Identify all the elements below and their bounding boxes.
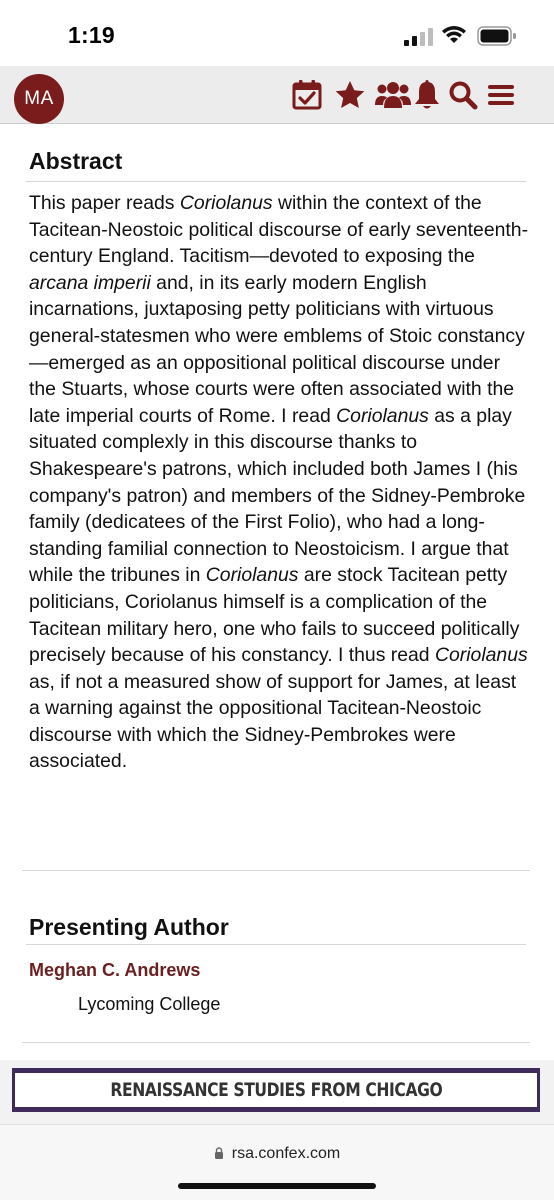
- abstract-heading: Abstract: [29, 148, 123, 174]
- abstract-text-segment: This paper reads: [29, 192, 180, 214]
- abstract-italic-text: Coriolanus: [434, 644, 528, 667]
- wifi-icon: [441, 25, 467, 45]
- abstract-text-segment: as a play situated complexly in this discourse thanks to Shakespeare's patrons, which included both James I (his company's patron) and members of the Sidney-Pembroke family (dedicatees of the First Folio), who had a long-standing familial connection to Neostoicism. I argue that while the tribunes in: [29, 404, 526, 587]
- abstract-italic-text: Coriolanus: [205, 564, 299, 587]
- abstract-italic-text: arcana imperii: [29, 271, 151, 294]
- divider: [22, 1042, 530, 1043]
- banner-text: RENAISSANCE STUDIES FROM CHICAGO: [110, 1079, 442, 1101]
- abstract-italic-text: Coriolanus: [336, 404, 429, 427]
- divider: [26, 944, 526, 945]
- calendar-check-icon[interactable]: [290, 78, 324, 112]
- abstract-text-segment: as, if not a measured show of support for James, at least a warning against the oppositional Tacitean-Neostoic discourse with which the Sidney-Pembrokes were associated.: [29, 670, 517, 773]
- search-icon[interactable]: [446, 78, 480, 112]
- battery-icon: [477, 26, 517, 46]
- status-time: 1:19: [68, 22, 115, 48]
- app-header: [0, 66, 554, 124]
- author-name-link[interactable]: Meghan C. Andrews: [29, 960, 201, 980]
- abstract-text-segment: are stock Tacitean petty politicians, Coriolanus himself is a complication of the Tacitean military hero, one who fails to succeed politically precisely because of his constancy. I thus read: [29, 564, 520, 667]
- divider: [22, 870, 530, 871]
- status-bar: [0, 0, 554, 66]
- users-icon[interactable]: [373, 78, 413, 112]
- menu-icon[interactable]: [484, 78, 518, 112]
- abstract-text-segment: and, in its early modern English incarnations, juxtaposing petty politicians with virtuous general-statesmen who were emblems of Stoic constancy—emerged as an oppositional political discourse under the Stuarts, whose courts were often associated with the late imperial courts of Rome. I read: [29, 271, 525, 427]
- cellular-signal-icon: [404, 28, 434, 46]
- abstract-text: [29, 190, 529, 775]
- abstract-text-segment: within the context of the Tacitean-Neostoic political discourse of early seventeenth-century England. Tacitism—devoted to exposing the: [29, 192, 529, 268]
- star-icon[interactable]: [333, 78, 367, 112]
- presenting-author-heading: Presenting Author: [29, 914, 229, 940]
- url-text: rsa.confex.com: [231, 1145, 341, 1162]
- url-display[interactable]: [0, 1145, 554, 1163]
- banner-area: [0, 1060, 554, 1124]
- lock-icon: [214, 1147, 224, 1159]
- bell-icon[interactable]: [410, 78, 444, 112]
- home-indicator[interactable]: [178, 1183, 376, 1189]
- divider: [26, 181, 526, 182]
- abstract-italic-text: Coriolanus: [179, 192, 273, 214]
- author-affiliation: Lycoming College: [78, 994, 221, 1014]
- sponsor-banner[interactable]: [12, 1068, 540, 1112]
- avatar[interactable]: MA: [14, 74, 64, 124]
- browser-address-bar[interactable]: [0, 1124, 554, 1200]
